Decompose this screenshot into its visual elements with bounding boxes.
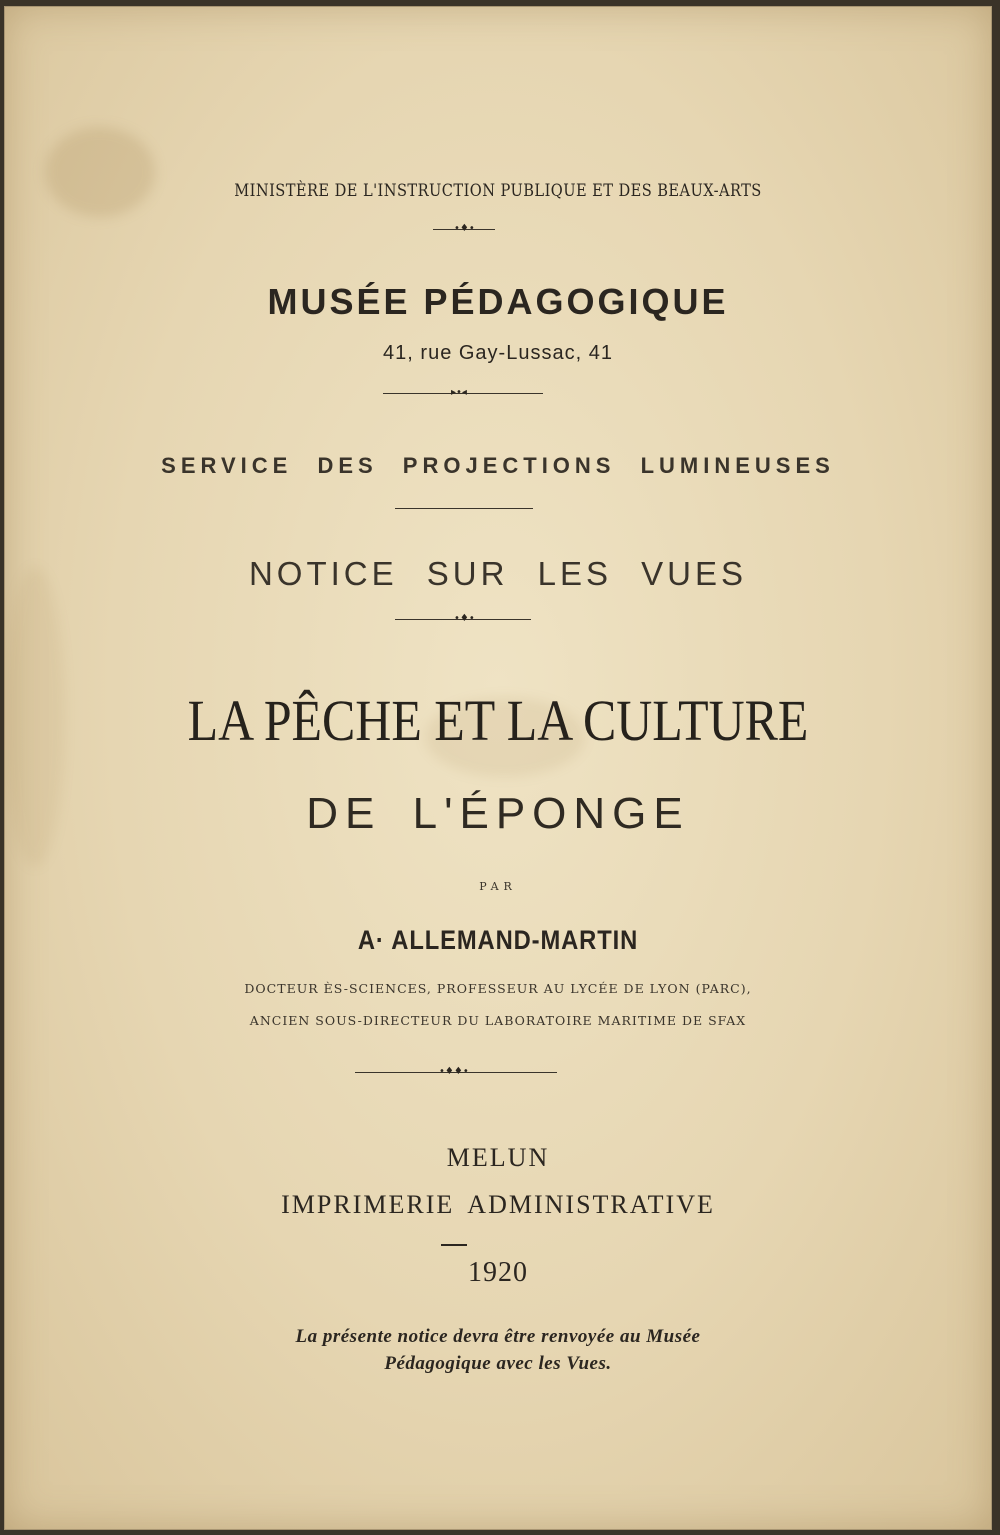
author-qualification-1: DOCTEUR ÈS-SCIENCES, PROFESSEUR AU LYCÉE DE LYON (PARC),: [244, 981, 752, 996]
return-note: [5, 1323, 991, 1377]
museum-address: 41, rue Gay-Lussac, 41: [383, 342, 613, 364]
paper-stain: [45, 127, 155, 217]
return-note-line-2: Pédagogique avec les Vues.: [384, 1353, 612, 1374]
notice-heading: NOTICE SUR LES VUES: [248, 555, 748, 592]
title-line-2: DE L'ÉPONGE: [306, 789, 690, 838]
museum-name: MUSÉE PÉDAGOGIQUE: [267, 281, 729, 322]
publisher-name: IMPRIMERIE ADMINISTRATIVE: [281, 1190, 715, 1219]
author-name: A· ALLEMAND-MARTIN: [357, 925, 639, 955]
document-page: MINISTÈRE DE L'INSTRUCTION PUBLIQUE ET DES BEAUX-ARTS •♦• MUSÉE PÉDAGOGIQUE 41, rue Gay-Lussac, 41 ▸•◂ SERVICE DES PROJECTIONS LUMINEUSES NOTICE SUR LES VUES •♦• LA PÊCHE ET LA CULTURE DE L'ÉPONGE PAR A· ALLEMAND-MARTIN DOCTEUR ÈS-SCIENCES, PROFESSEUR AU LYCÉE DE LYON (PARC), ANCIEN SOUS-DIRECTEUR DU LABORATOIRE MARITIME DE SFAX •♦♦• MELUN IMPRIMERIE ADMINISTRATIVE 1920 La présente notice devra être renvoyée au Musée Pédagogique avec les Vues.: [4, 6, 992, 1530]
ministry-heading: MINISTÈRE DE L'INSTRUCTION PUBLIQUE ET DES BEAUX-ARTS: [234, 181, 762, 201]
by-label: PAR: [479, 880, 517, 893]
author-qualification-2: ANCIEN SOUS-DIRECTEUR DU LABORATOIRE MARITIME DE SFAX: [249, 1013, 747, 1028]
title-line-1: LA PÊCHE ET LA CULTURE: [187, 688, 809, 753]
service-heading: SERVICE DES PROJECTIONS LUMINEUSES: [161, 453, 835, 478]
publication-year: 1920: [468, 1257, 528, 1288]
publisher-city: MELUN: [446, 1143, 550, 1172]
short-rule: [441, 1244, 467, 1246]
return-note-line-1: La présente notice devra être renvoyée au Musée: [295, 1326, 701, 1347]
divider-line: [395, 508, 533, 509]
